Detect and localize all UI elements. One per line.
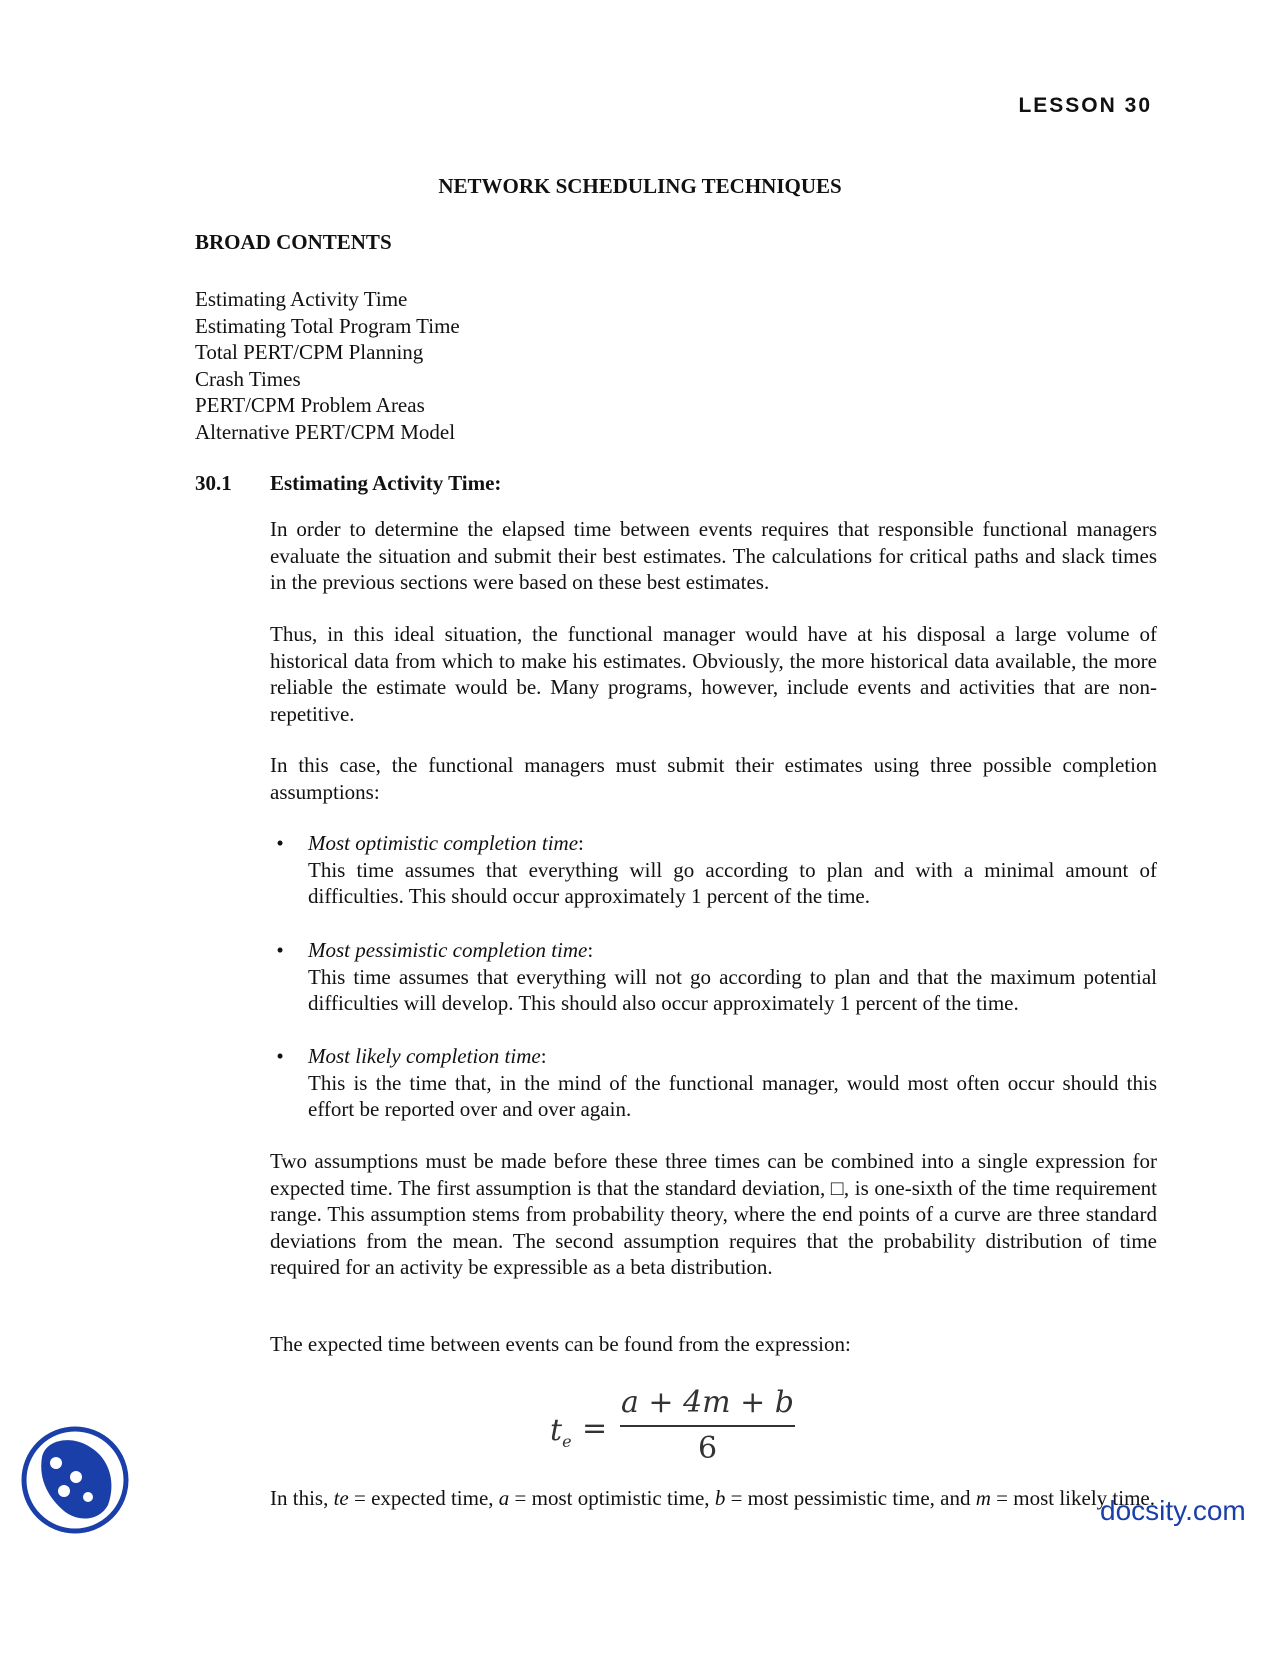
expected-time-formula — [540, 1385, 800, 1465]
formula-legend: In this, te = expected time, a = most optimistic time, b = most pessimistic time, and m = most likely time. — [270, 1486, 1155, 1510]
bullet-text: This is the time that, in the mind of the functional manager, would most often occur should this effort be reported over and over again. — [308, 1070, 1157, 1121]
paragraph: Two assumptions must be made before these three times can be combined into a single expression for expected time. The first assumption is that the standard deviation, □, is one-sixth of the time requirement range. This assumption stems from probability theory, where the end points of a curve are three standard deviations from the mean. The second assumption requires that the probability distribution of time required for an activity be expressible as a beta distribution. — [270, 1149, 1157, 1279]
bullet-dot: • — [276, 938, 284, 962]
paragraph: The expected time between events can be found from the expression: — [270, 1332, 851, 1356]
page-title: NETWORK SCHEDULING TECHNIQUES — [438, 174, 842, 198]
contents-item: Total PERT/CPM Planning — [195, 340, 424, 364]
contents-item: Estimating Total Program Time — [195, 313, 460, 338]
contents-list — [195, 286, 460, 445]
contents-item: Estimating Activity Time — [195, 287, 408, 311]
contents-item: Crash Times — [195, 366, 301, 391]
paragraph: Thus, in this ideal situation, the functional manager would have at his disposal a large volume of historical data from which to make his estimates. Obviously, the more historical data available, the more reliable the estimate would be. Many programs, however, include events and activities that are non-repetitive. — [270, 622, 1157, 726]
bullet-dot: • — [276, 831, 284, 855]
bullet-item: • Most pessimistic completion time: This time assumes that everything will not go according to plan and that the maximum potential difficulties will develop. This should also occur approximately 1 percent of the time. — [270, 937, 1157, 1017]
section-number: 30.1 — [195, 471, 232, 495]
formula-denominator: 6 — [697, 1431, 718, 1466]
bullet-term: Most optimistic completion time — [308, 831, 579, 855]
bullet-text: This time assumes that everything will not go according to plan and that the maximum potential difficulties will develop. This should also occur approximately 1 percent of the time. — [308, 964, 1157, 1015]
fraction-bar — [620, 1425, 795, 1427]
contents-item: PERT/CPM Problem Areas — [195, 393, 425, 417]
bullet-item: • Most optimistic completion time: This time assumes that everything will go according to plan and with a minimal amount of difficulties. This should occur approximately 1 percent of the time. — [270, 830, 1157, 910]
contents-item: Alternative PERT/CPM Model — [195, 419, 456, 444]
docsity-logo-icon — [20, 1425, 130, 1535]
lesson-label: LESSON 30 — [1018, 94, 1152, 117]
formula-lhs: t — [550, 1413, 563, 1448]
formula-lhs-sub: e — [562, 1432, 572, 1451]
paragraph: In order to determine the elapsed time between events requires that responsible functional managers evaluate the situation and submit their best estimates. The calculations for critical paths and slack times in the previous sections were based on these best estimates. — [270, 517, 1157, 594]
docsity-brand[interactable]: docsity.com — [1100, 1495, 1246, 1526]
bullet-dot: • — [276, 1044, 284, 1068]
formula-equals: = — [582, 1411, 608, 1446]
broad-contents-heading: BROAD CONTENTS — [195, 230, 392, 254]
bullet-term: Most pessimistic completion time — [308, 938, 588, 962]
bullet-text: This time assumes that everything will go according to plan and with a minimal amount of difficulties. This should occur approximately 1 percent of the time. — [308, 857, 1157, 908]
formula-numerator: a + 4m + b — [620, 1385, 795, 1420]
section-title: Estimating Activity Time: — [270, 471, 502, 495]
paragraph: In this case, the functional managers must submit their estimates using three possible completion assumptions: — [270, 753, 1157, 804]
bullet-term: Most likely completion time — [308, 1044, 541, 1068]
bullet-item: • Most likely completion time: This is the time that, in the mind of the functional manager, would most often occur should this effort be reported over and over again. — [270, 1043, 1157, 1123]
